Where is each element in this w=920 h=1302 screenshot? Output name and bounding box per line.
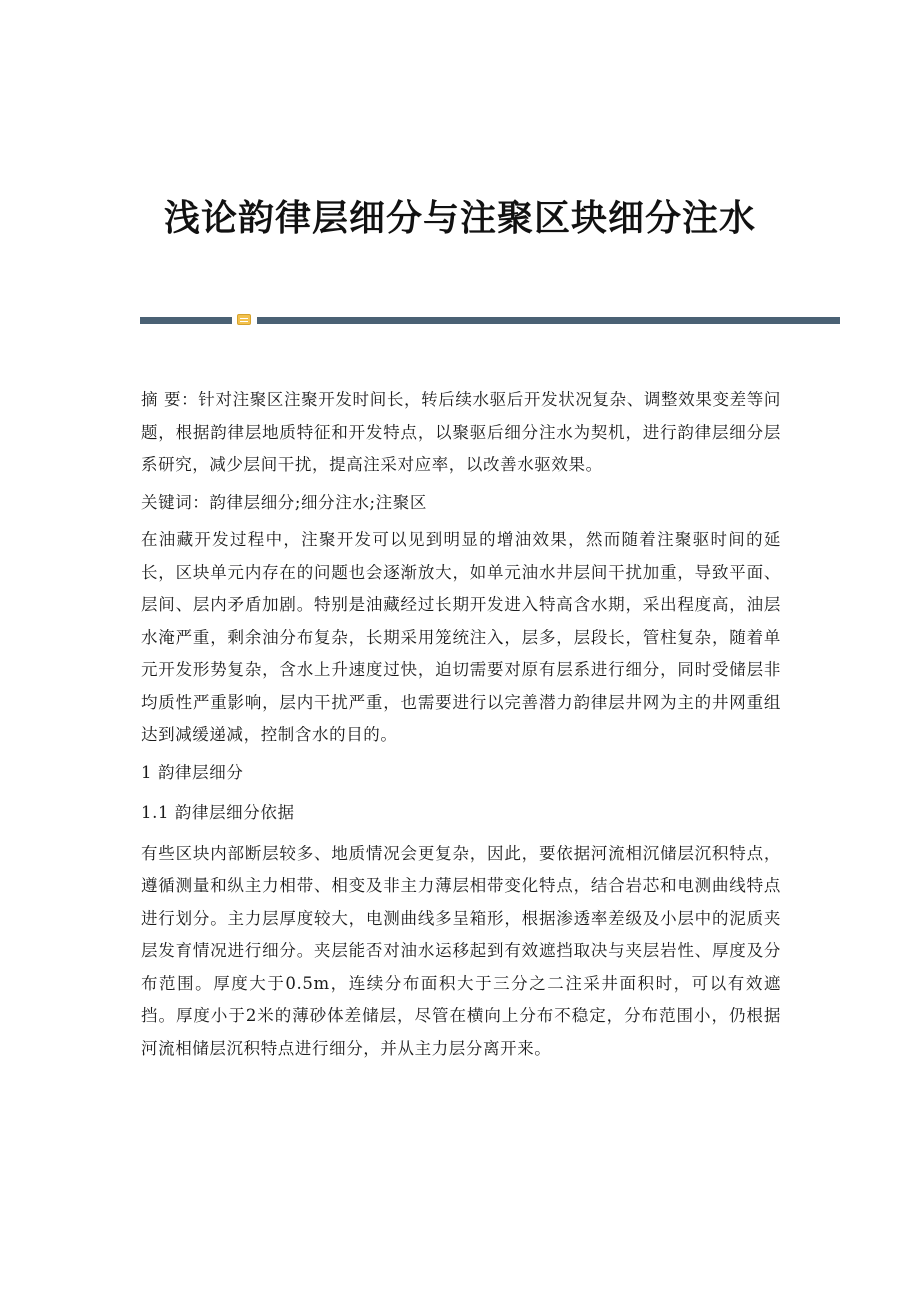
keywords-line: 关键词：韵律层细分;细分注水;注聚区: [141, 492, 427, 512]
abstract-paragraph: 摘 要：针对注聚区注聚开发时间长，转后续水驱后开发状况复杂、调整效果变差等问题，根据韵律层地质特征和开发特点，以聚驱后细分注水为契机，进行韵律层细分层系研究，减少层间干扰，提高注采对应率，以改善水驱效果。: [141, 390, 781, 474]
section-1-1-paragraph: 有些区块内部断层较多、地质情况会更复杂，因此，要依据河流相沉储层沉积特点，遵循测量和纵主力相带、相变及非主力薄层相带变化特点，结合岩芯和电测曲线特点进行划分。主力层厚度较大，电测曲线多呈箱形，根据渗透率差级及小层中的泥质夹层发育情况进行细分。夹层能否对油水运移起到有效遮挡取决与夹层岩性、厚度及分布范围。厚度大于0.5m，连续分布面积大于三分之二注采井面积时，可以有效遮挡。厚度小于2米的薄砂体差储层，尽管在横向上分布不稳定，分布范围小，仍根据河流相储层沉积特点进行细分，并从主力层分离开来。: [141, 843, 781, 1058]
document-body: [141, 384, 781, 1070]
page-title: 浅论韵律层细分与注聚区块细分注水: [163, 197, 756, 239]
section-1-1-heading: 1.1 韵律层细分依据: [141, 803, 295, 822]
section-1-heading: 1 韵律层细分: [141, 762, 244, 782]
intro-paragraph: 在油藏开发过程中，注聚开发可以见到明显的增油效果，然而随着注聚驱时间的延长，区块单元内存在的问题也会逐渐放大，如单元油水井层间干扰加重，导致平面、层间、层内矛盾加剧。特别是油藏经过长期开发进入特高含水期，采出程度高，油层水淹严重，剩余油分布复杂，长期采用笼统注入，层多，层段长，管柱复杂，随着单元开发形势复杂，含水上升速度过快，迫切需要对原有层系进行细分，同时受储层非均质性严重影响，层内干扰严重，也需要进行以完善潜力韵律层井网为主的井网重组达到减缓递减，控制含水的目的。: [141, 530, 781, 744]
envelope-icon: [237, 314, 251, 325]
title-divider: [140, 313, 840, 327]
divider-bar-left: [140, 317, 232, 324]
divider-bar-right: [257, 317, 840, 324]
